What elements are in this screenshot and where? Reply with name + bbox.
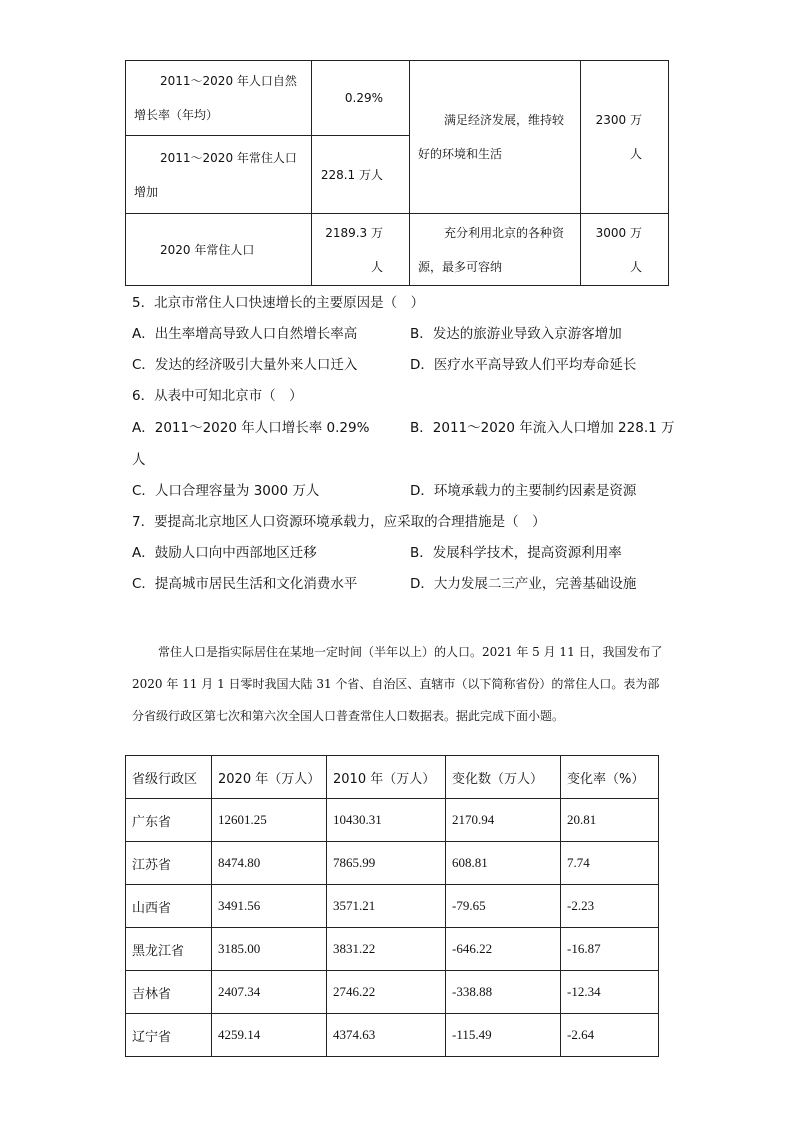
- cell-pop-2020-label: 2020 年常住人口: [126, 214, 312, 286]
- cell-province: 广东省: [126, 799, 212, 842]
- cell-2020: 2407.34: [212, 971, 327, 1014]
- table-row: [126, 971, 659, 1014]
- question-7-option-d[interactable]: D．大力发展二三产业，完善基础设施: [410, 576, 637, 592]
- table-row: [126, 842, 659, 885]
- cell-province: 吉林省: [126, 971, 212, 1014]
- table-row: [126, 799, 659, 842]
- cell-2010: 7865.99: [327, 842, 446, 885]
- cell-change-rate: -12.34: [561, 971, 659, 1014]
- cell-capacity-desc-2: 充分利用北京的各种资源，最多可容纳: [410, 214, 581, 286]
- header-change: 变化数（万人）: [446, 756, 561, 799]
- intro-paragraph: [132, 636, 666, 732]
- header-2010: 2010 年（万人）: [327, 756, 446, 799]
- cell-2020: 12601.25: [212, 799, 327, 842]
- cell-province: 山西省: [126, 885, 212, 928]
- question-5-option-b[interactable]: B．发达的旅游业导致入京游客增加: [410, 326, 622, 342]
- question-6-option-b[interactable]: B．2011～2020 年流入人口增加 228.1 万: [410, 420, 675, 436]
- question-5-option-c[interactable]: C．发达的经济吸引大量外来人口迁入: [132, 357, 358, 373]
- question-5-stem: 5．北京市常住人口快速增长的主要原因是（ ）: [132, 295, 425, 311]
- header-province: 省级行政区: [126, 756, 212, 799]
- cell-capacity-value-1: 2300 万人: [581, 61, 669, 214]
- cell-2020: 8474.80: [212, 842, 327, 885]
- cell-change: -79.65: [446, 885, 561, 928]
- table-header-row: [126, 756, 659, 799]
- header-2020: 2020 年（万人）: [212, 756, 327, 799]
- table-row: [126, 1014, 659, 1057]
- intro-paragraph-text: 常住人口是指实际居住在某地一定时间（半年以上）的人口。2021 年 5 月 11 日，我国发布了 2020 年 11 月 1 日零时我国大陆 31 个省、自治区、直辖市（以下简称省份）的常住人口。表为部分省级行政区第七次和第六次全国人口普查常住人口数据表。据此完成下面小题。: [132, 645, 663, 723]
- cell-change: -115.49: [446, 1014, 561, 1057]
- cell-change: -646.22: [446, 928, 561, 971]
- question-7-option-c[interactable]: C．提高城市居民生活和文化消费水平: [132, 576, 358, 592]
- cell-province: 江苏省: [126, 842, 212, 885]
- cell-2020: 4259.14: [212, 1014, 327, 1057]
- cell-growth-rate-value: 0.29%: [312, 61, 410, 136]
- question-6-option-b-wrap: 人: [132, 452, 146, 468]
- question-5-option-d[interactable]: D．医疗水平高导致人们平均寿命延长: [410, 357, 637, 373]
- cell-province: 辽宁省: [126, 1014, 212, 1057]
- cell-capacity-desc-1: 满足经济发展，维持较好的环境和生活: [410, 61, 581, 214]
- cell-2010: 2746.22: [327, 971, 446, 1014]
- question-6-stem: 6．从表中可知北京市（ ）: [132, 388, 303, 404]
- header-change-rate: 变化率（%）: [561, 756, 659, 799]
- cell-change-rate: 20.81: [561, 799, 659, 842]
- cell-change: 608.81: [446, 842, 561, 885]
- table-row: [126, 928, 659, 971]
- cell-pop-increase-value: 228.1 万人: [312, 136, 410, 214]
- question-7-option-a[interactable]: A．鼓励人口向中西部地区迁移: [132, 545, 317, 561]
- capacity-table: [125, 60, 669, 286]
- cell-province: 黑龙江省: [126, 928, 212, 971]
- cell-2010: 4374.63: [327, 1014, 446, 1057]
- cell-pop-increase-label: 2011～2020 年常住人口增加: [126, 136, 312, 214]
- cell-2010: 3831.22: [327, 928, 446, 971]
- question-7-stem: 7．要提高北京地区人口资源环境承载力，应采取的合理措施是（ ）: [132, 514, 546, 530]
- table-row: [126, 885, 659, 928]
- cell-2020: 3185.00: [212, 928, 327, 971]
- cell-change: 2170.94: [446, 799, 561, 842]
- cell-2010: 3571.21: [327, 885, 446, 928]
- cell-change-rate: 7.74: [561, 842, 659, 885]
- question-7-option-b[interactable]: B．发展科学技术，提高资源利用率: [410, 545, 622, 561]
- cell-growth-rate-label: 2011～2020 年人口自然增长率（年均）: [126, 61, 312, 136]
- cell-capacity-value-2: 3000 万人: [581, 214, 669, 286]
- population-table: [125, 755, 659, 1057]
- cell-change: -338.88: [446, 971, 561, 1014]
- question-6-option-d[interactable]: D．环境承载力的主要制约因素是资源: [410, 483, 637, 499]
- question-5-option-a[interactable]: A．出生率增高导致人口自然增长率高: [132, 326, 358, 342]
- cell-2010: 10430.31: [327, 799, 446, 842]
- cell-change-rate: -2.23: [561, 885, 659, 928]
- cell-change-rate: -2.64: [561, 1014, 659, 1057]
- question-6-option-a[interactable]: A．2011～2020 年人口增长率 0.29%: [132, 420, 370, 436]
- cell-2020: 3491.56: [212, 885, 327, 928]
- question-6-option-c[interactable]: C．人口合理容量为 3000 万人: [132, 483, 320, 499]
- cell-change-rate: -16.87: [561, 928, 659, 971]
- cell-pop-2020-value: 2189.3 万人: [312, 214, 410, 286]
